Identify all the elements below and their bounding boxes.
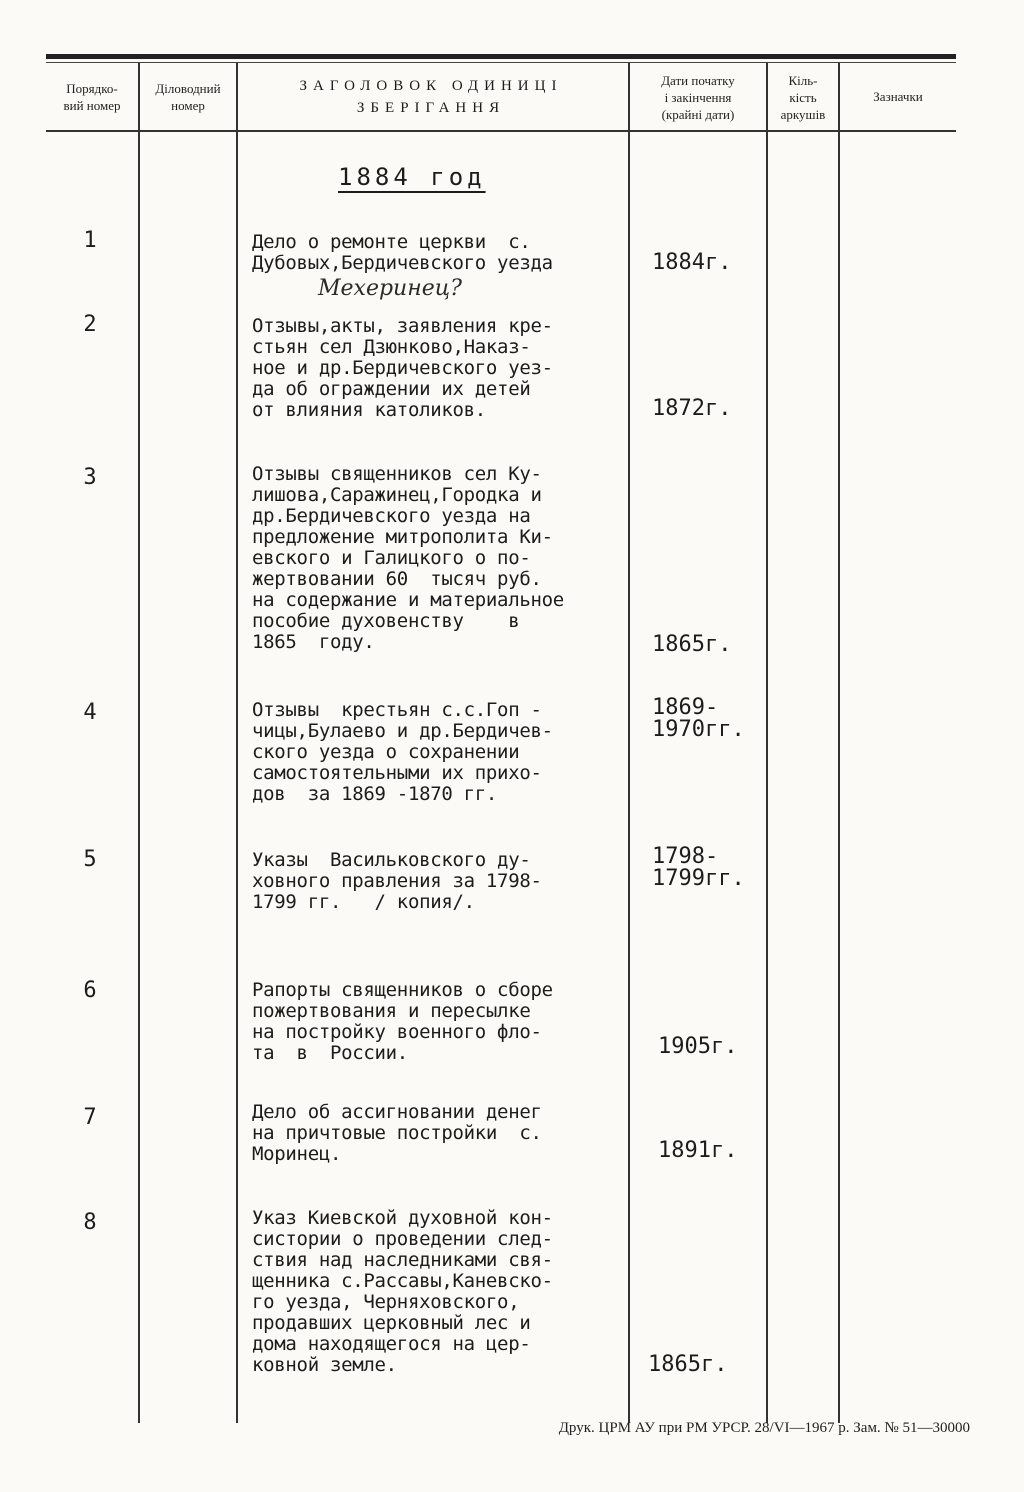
entry-date: 1872г. xyxy=(652,396,732,421)
entry-number: 2 xyxy=(83,312,97,337)
entry-title: Дело об ассигновании денег на причтовые постройки с. Моринец. xyxy=(252,1101,542,1165)
entry-title: Дело о ремонте церкви с. Дубовых,Бердичевского уезда xyxy=(252,231,553,274)
printer-imprint: Друк. ЦРМ АУ при РМ УРСР. 28/VI—1967 р. Зам. № 51—30000 xyxy=(558,1420,970,1436)
handwritten-note: Мехеринец? xyxy=(318,276,462,301)
entry-number: 3 xyxy=(83,465,97,490)
entry-number: 6 xyxy=(83,978,97,1003)
entry-date: 1798- 1799гг. xyxy=(652,844,745,891)
entry-title: Отзывы священников сел Ку- лишова,Саражинец,Городка и др.Бердичевского уезда на предложение митрополита Ки- евского и Галицкого о по- жертвовании 60 тысяч руб. на содержание и материальное пособие духовенству в 1865 году. xyxy=(252,463,564,653)
entry-title: Указ Киевской духовной кон- систории о проведении след- ствия над наследниками свя- щенника с.Рассавы,Каневско- го уезда, Черняховского, продавших церковный лес и дома находящегося на цер- ковной земле. xyxy=(252,1207,553,1376)
header-notes: Зазначки xyxy=(873,89,923,104)
entry-date: 1865г. xyxy=(652,632,732,657)
entry-title: Отзывы крестьян с.с.Гоп - чицы,Булаево и др.Бердичев- ского уезда о сохранении самостоятельными их прихо- дов за 1869 -1870 гг. xyxy=(252,699,553,805)
entry-number: 1 xyxy=(83,228,97,253)
entry-date: 1869- 1970гг. xyxy=(652,695,745,742)
entry-title: Рапорты священников о сборе пожертвования и пересылке на постройку военного фло- та в России. xyxy=(252,979,553,1064)
header-order-number: Порядко- вий номер xyxy=(63,81,121,113)
column-divider-5 xyxy=(838,63,840,1423)
entry-date: 1865г. xyxy=(648,1352,728,1377)
header-office-number: Діловодний номер xyxy=(155,81,221,113)
entry-date: 1891г. xyxy=(658,1138,738,1163)
entry-title: Указы Васильковского ду- ховного правления за 1798- 1799 гг. / копия/. xyxy=(252,849,542,913)
header-bottom-rule xyxy=(46,130,956,132)
header-sheet-count: Кіль- кість аркушів xyxy=(780,73,826,122)
entry-number: 8 xyxy=(83,1210,97,1235)
entry-number: 7 xyxy=(83,1105,97,1130)
entry-title: Отзывы,акты, заявления кре- стьян сел Дзюнково,Наказ- ное и др.Бердичевского уез- да об ограждении их детей от влияния католиков. xyxy=(252,315,553,421)
header-dates: Дати початку і закінчення (крайні дати) xyxy=(661,73,735,122)
entry-number: 4 xyxy=(83,700,97,725)
year-heading: 1884 год xyxy=(338,163,486,191)
column-divider-1 xyxy=(138,63,140,1423)
entry-date: 1884г. xyxy=(652,250,732,275)
column-divider-4 xyxy=(766,63,768,1423)
top-thick-rule xyxy=(46,54,956,59)
entry-number: 5 xyxy=(83,847,97,872)
top-thin-rule xyxy=(46,62,956,63)
header-unit-title: ЗАГОЛОВОК ОДИНИЦІ ЗБЕРІГАННЯ xyxy=(299,78,563,116)
entry-date: 1905г. xyxy=(658,1034,738,1059)
column-divider-2 xyxy=(236,63,238,1423)
